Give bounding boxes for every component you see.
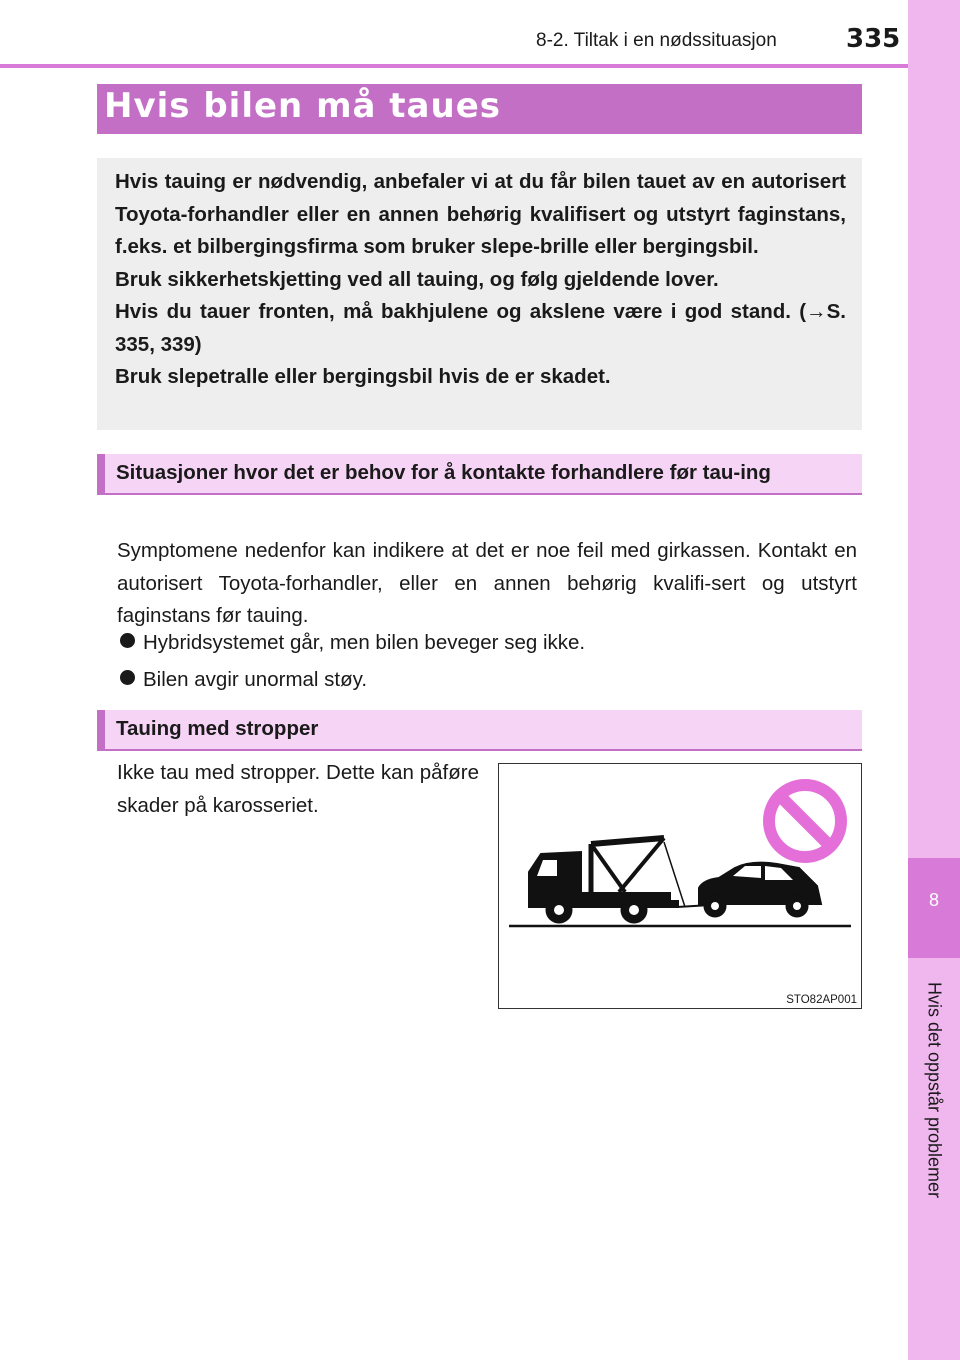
intro-paragraph: Bruk slepetralle eller bergingsbil hvis de er skadet. [115, 365, 611, 388]
header-divider [0, 64, 908, 68]
chapter-number: 8 [928, 890, 939, 910]
intro-box [97, 158, 862, 430]
figure-code: STO82AP001 [786, 994, 857, 1006]
section-label: 8-2. Tiltak i en nødssituasjon [536, 30, 777, 51]
illustration-figure [498, 763, 862, 1009]
intro-paragraph: Bruk sikkerhetskjetting ved all tauing, og følg gjeldende lover. [115, 267, 719, 291]
car-icon [699, 863, 821, 917]
section-body-dealer: Symptomene nedenfor kan indikere at det er noe feil med girkassen. Kontakt en autorisert Toyota-forhandler, eller en annen behørig kvalifi-sert og utstyrt faginstans før tauing. [117, 539, 857, 627]
towing-illustration [499, 764, 861, 1008]
list-item [120, 664, 367, 696]
prohibition-icon [769, 785, 841, 857]
intro-paragraph: Hvis tauing er nødvendig, anbefaler vi at du får bilen tauet av en autorisert Toyota-forhandler eller en annen behørig kvalifisert og utstyrt faginstans, f.eks. et bilbergingsfirma som bruker slepe-brille eller bergingsbil. [115, 170, 846, 258]
page-number: 335 [846, 24, 901, 54]
bullet-text: Hybridsystemet går, men bilen beveger seg ikke. [143, 631, 586, 654]
section-heading-straps: Tauing med stropper [97, 710, 862, 751]
intro-paragraph: Hvis du tauer fronten, må bakhjulene og akslene være i god stand. (→S. 335, 339) [115, 300, 846, 356]
bullet-icon [120, 670, 135, 685]
tow-truck-icon [529, 838, 685, 923]
chapter-title: Hvis det oppstår problemer [924, 981, 945, 1199]
section-body-straps: Ikke tau med stropper. Dette kan påføre skader på karosseriet. [117, 761, 479, 817]
bullet-text: Bilen avgir unormal støy. [143, 668, 368, 691]
section-heading-dealer: Situasjoner hvor det er behov for å kontakte forhandlere før tau-ing [97, 454, 862, 495]
list-item [120, 627, 585, 659]
bullet-icon [120, 633, 135, 648]
page-title: Hvis bilen må taues [104, 86, 502, 126]
